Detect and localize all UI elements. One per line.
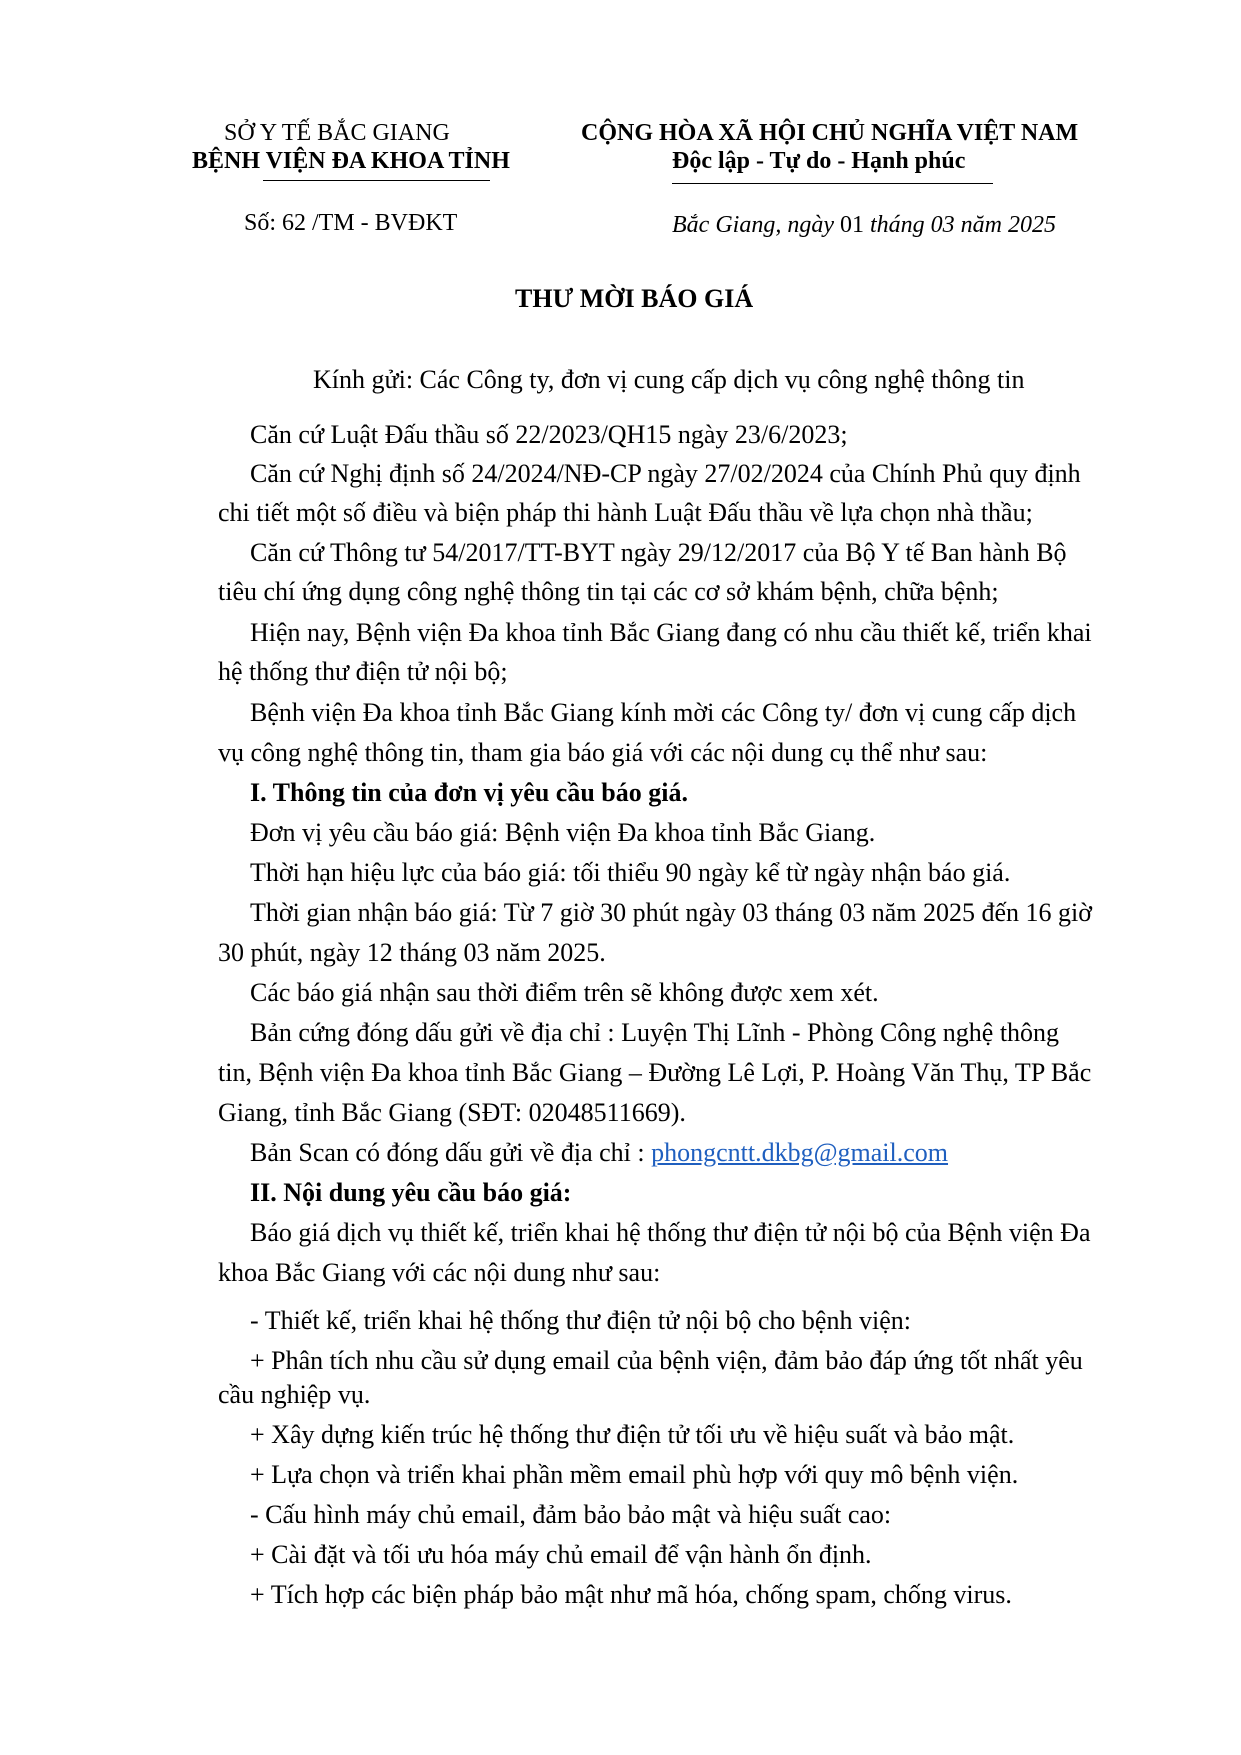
body-line: Căn cứ Thông tư 54/2017/TT-BYT ngày 29/12/2017 của Bộ Y tế Ban hành Bộ xyxy=(250,538,1067,567)
national-title: CỘNG HÒA XÃ HỘI CHỦ NGHĨA VIỆT NAM xyxy=(581,120,1079,146)
document-number: Số: 62 /TM - BVĐKT xyxy=(244,210,458,236)
list-item-continued: cầu nghiệp vụ. xyxy=(218,1380,371,1409)
body-line: hệ thống thư điện tử nội bộ; xyxy=(218,657,508,686)
body-line: Các báo giá nhận sau thời điểm trên sẽ không được xem xét. xyxy=(250,978,879,1007)
email-label: Bản Scan có đóng dấu gửi về địa chỉ : xyxy=(250,1138,652,1167)
body-line: Bản cứng đóng dấu gửi về địa chỉ : Luyện Thị Lĩnh - Phòng Công nghệ thông xyxy=(250,1018,1060,1047)
list-item: + Cài đặt và tối ưu hóa máy chủ email để vận hành ổn định. xyxy=(250,1540,872,1569)
list-item: + Phân tích nhu cầu sử dụng email của bệnh viện, đảm bảo đáp ứng tốt nhất yêu xyxy=(250,1346,1083,1375)
body-line: Thời gian nhận báo giá: Từ 7 giờ 30 phút ngày 03 tháng 03 năm 2025 đến 16 giờ xyxy=(250,898,1092,927)
body-line: vụ công nghệ thông tin, tham gia báo giá với các nội dung cụ thể như sau: xyxy=(218,738,988,767)
document-date xyxy=(672,210,1056,240)
header-left-rule xyxy=(263,180,490,181)
body-line: chi tiết một số điều và biện pháp thi hành Luật Đấu thầu về lựa chọn nhà thầu; xyxy=(218,498,1033,527)
document-title: THƯ MỜI BÁO GIÁ xyxy=(515,284,754,313)
national-motto: Độc lập - Tự do - Hạnh phúc xyxy=(672,148,966,174)
recipient-line: Kính gửi: Các Công ty, đơn vị cung cấp dịch vụ công nghệ thông tin xyxy=(313,365,1025,394)
body-line: Thời hạn hiệu lực của báo giá: tối thiểu 90 ngày kể từ ngày nhận báo giá. xyxy=(250,858,1011,887)
list-item: + Lựa chọn và triển khai phần mềm email phù hợp với quy mô bệnh viện. xyxy=(250,1460,1019,1489)
list-item: - Cấu hình máy chủ email, đảm bảo bảo mật và hiệu suất cao: xyxy=(250,1500,892,1529)
list-item: + Xây dựng kiến trúc hệ thống thư điện tử tối ưu về hiệu suất và bảo mật. xyxy=(250,1420,1015,1449)
list-item: - Thiết kế, triển khai hệ thống thư điện tử nội bộ cho bệnh viện: xyxy=(250,1306,911,1335)
body-line: Giang, tỉnh Bắc Giang (SĐT: 02048511669). xyxy=(218,1098,686,1127)
body-line: 30 phút, ngày 12 tháng 03 năm 2025. xyxy=(218,938,606,967)
section-heading-2: II. Nội dung yêu cầu báo giá: xyxy=(250,1178,572,1207)
section-heading-1: I. Thông tin của đơn vị yêu cầu báo giá. xyxy=(250,778,688,807)
date-place: Bắc Giang, ngày xyxy=(672,212,840,238)
body-line: Bệnh viện Đa khoa tỉnh Bắc Giang kính mời các Công ty/ đơn vị cung cấp dịch xyxy=(250,698,1077,727)
body-line: Căn cứ Luật Đấu thầu số 22/2023/QH15 ngày 23/6/2023; xyxy=(250,420,848,449)
department-name: SỞ Y TẾ BẮC GIANG xyxy=(224,120,450,146)
body-line: tiêu chí ứng dụng công nghệ thông tin tại các cơ sở khám bệnh, chữa bệnh; xyxy=(218,577,999,606)
body-line: tin, Bệnh viện Đa khoa tỉnh Bắc Giang – Đường Lê Lợi, P. Hoàng Văn Thụ, TP Bắc xyxy=(218,1058,1092,1087)
body-line: Báo giá dịch vụ thiết kế, triển khai hệ thống thư điện tử nội bộ của Bệnh viện Đa xyxy=(250,1218,1091,1247)
date-rest: tháng 03 năm 2025 xyxy=(863,212,1056,238)
email-link[interactable]: phongcntt.dkbg@gmail.com xyxy=(651,1138,949,1167)
body-line: Hiện nay, Bệnh viện Đa khoa tỉnh Bắc Giang đang có nhu cầu thiết kế, triển khai xyxy=(250,618,1092,647)
date-day: 01 xyxy=(839,212,864,238)
hospital-name: BỆNH VIỆN ĐA KHOA TỈNH xyxy=(192,148,510,174)
email-line xyxy=(250,1137,948,1169)
body-line: Căn cứ Nghị định số 24/2024/NĐ-CP ngày 27/02/2024 của Chính Phủ quy định xyxy=(250,459,1081,488)
list-item: + Tích hợp các biện pháp bảo mật như mã hóa, chống spam, chống virus. xyxy=(250,1580,1012,1609)
body-line: khoa Bắc Giang với các nội dung như sau: xyxy=(218,1258,661,1287)
header-right-rule xyxy=(672,183,993,184)
body-line: Đơn vị yêu cầu báo giá: Bệnh viện Đa khoa tỉnh Bắc Giang. xyxy=(250,818,876,847)
